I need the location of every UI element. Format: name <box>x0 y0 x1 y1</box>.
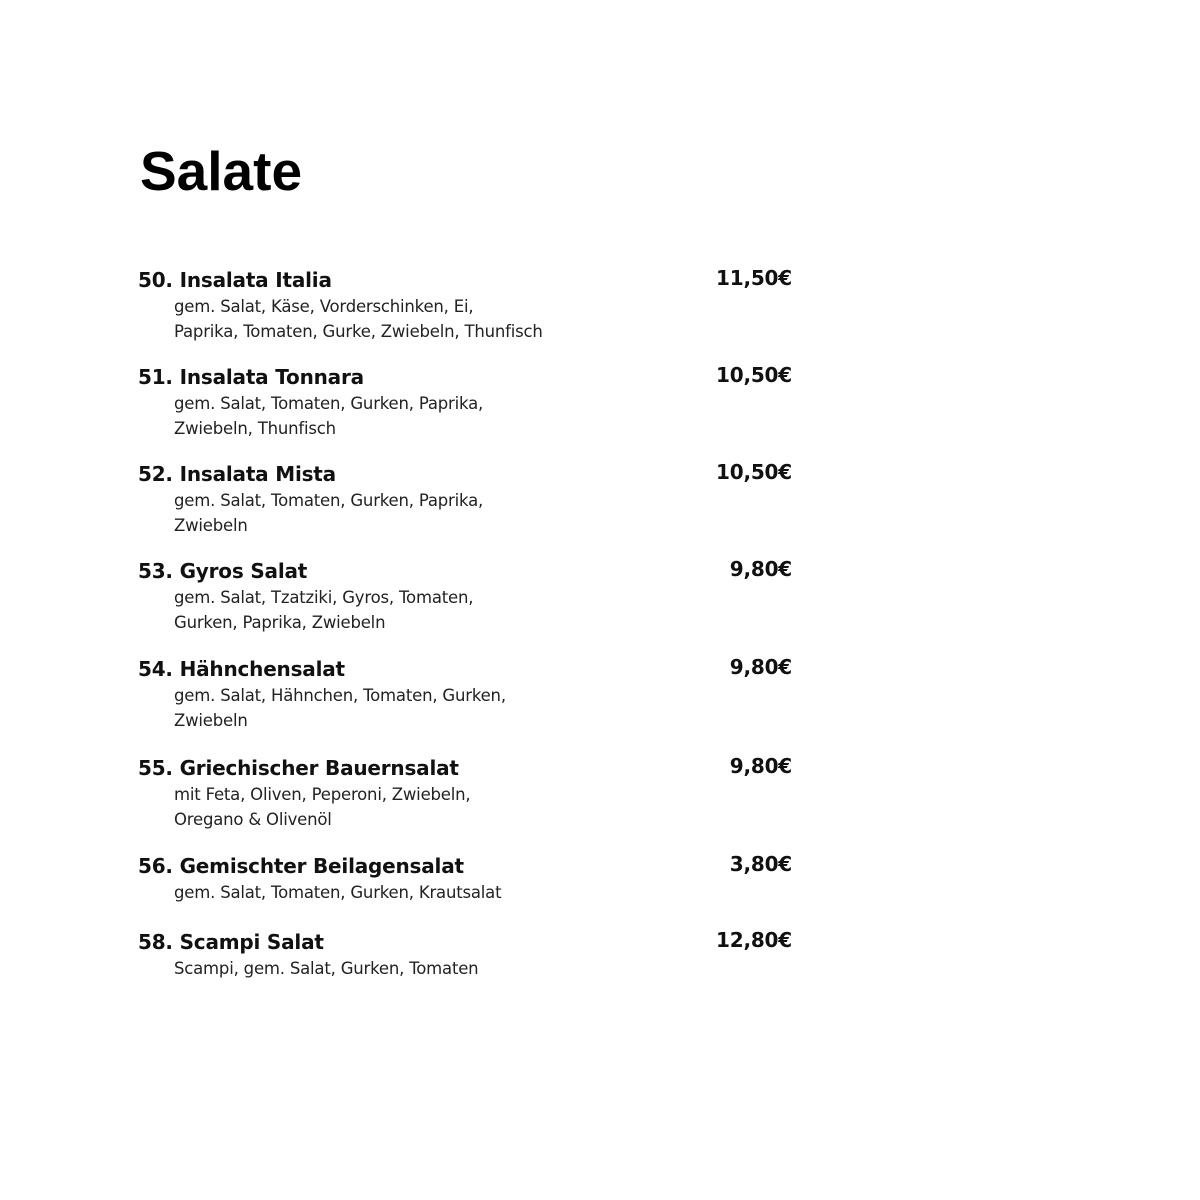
menu-item-description: gem. Salat, Tzatziki, Gyros, Tomaten, Gurken, Paprika, Zwiebeln <box>174 588 474 632</box>
menu-item-name: 58. Scampi Salat <box>138 930 324 954</box>
menu-item <box>138 754 794 852</box>
menu-item <box>138 557 794 655</box>
menu-item-name: 53. Gyros Salat <box>138 559 308 583</box>
menu-list <box>138 266 794 988</box>
menu-item-description: mit Feta, Oliven, Peperoni, Zwiebeln, Oregano & Olivenöl <box>174 785 471 829</box>
menu-item-header <box>138 557 794 585</box>
menu-item-description: Scampi, gem. Salat, Gurken, Tomaten <box>174 959 479 978</box>
menu-item <box>138 363 794 460</box>
menu-item-price: 12,80€ <box>716 928 792 952</box>
menu-item-name: 54. Hähnchensalat <box>138 657 345 681</box>
menu-item-price: 9,80€ <box>729 754 792 778</box>
menu-item-name: 56. Gemischter Beilagensalat <box>138 854 464 878</box>
menu-item-price: 10,50€ <box>716 460 792 484</box>
menu-item-description: gem. Salat, Tomaten, Gurken, Krautsalat <box>174 883 502 902</box>
menu-item-price: 9,80€ <box>729 655 792 679</box>
menu-title: Salate <box>140 140 303 202</box>
menu-item-price: 11,50€ <box>716 266 792 290</box>
menu-item-description: gem. Salat, Käse, Vorderschinken, Ei, Paprika, Tomaten, Gurke, Zwiebeln, Thunfisch <box>174 297 543 341</box>
menu-item-name: 50. Insalata Italia <box>138 268 332 292</box>
menu-item-price: 9,80€ <box>729 557 792 581</box>
menu-item-description: gem. Salat, Tomaten, Gurken, Paprika, Zwiebeln, Thunfisch <box>174 394 484 438</box>
menu-item-header <box>138 363 794 391</box>
menu-item-header <box>138 754 794 782</box>
menu-item-header <box>138 852 794 880</box>
menu-item-description: gem. Salat, Hähnchen, Tomaten, Gurken, Zwiebeln <box>174 686 506 730</box>
menu-item-description: gem. Salat, Tomaten, Gurken, Paprika, Zwiebeln <box>174 491 484 535</box>
menu-item <box>138 460 794 557</box>
menu-item <box>138 655 794 754</box>
menu-item-header <box>138 460 794 488</box>
menu-item-name: 55. Griechischer Bauernsalat <box>138 756 459 780</box>
menu-item-header <box>138 655 794 683</box>
menu-item <box>138 266 794 363</box>
menu-item <box>138 852 794 928</box>
menu-item-name: 52. Insalata Mista <box>138 462 336 486</box>
menu-item-name: 51. Insalata Tonnara <box>138 365 364 389</box>
menu-item <box>138 928 794 988</box>
menu-item-price: 3,80€ <box>729 852 792 876</box>
menu-item-header <box>138 266 794 294</box>
menu-item-price: 10,50€ <box>716 363 792 387</box>
menu-item-header <box>138 928 794 956</box>
